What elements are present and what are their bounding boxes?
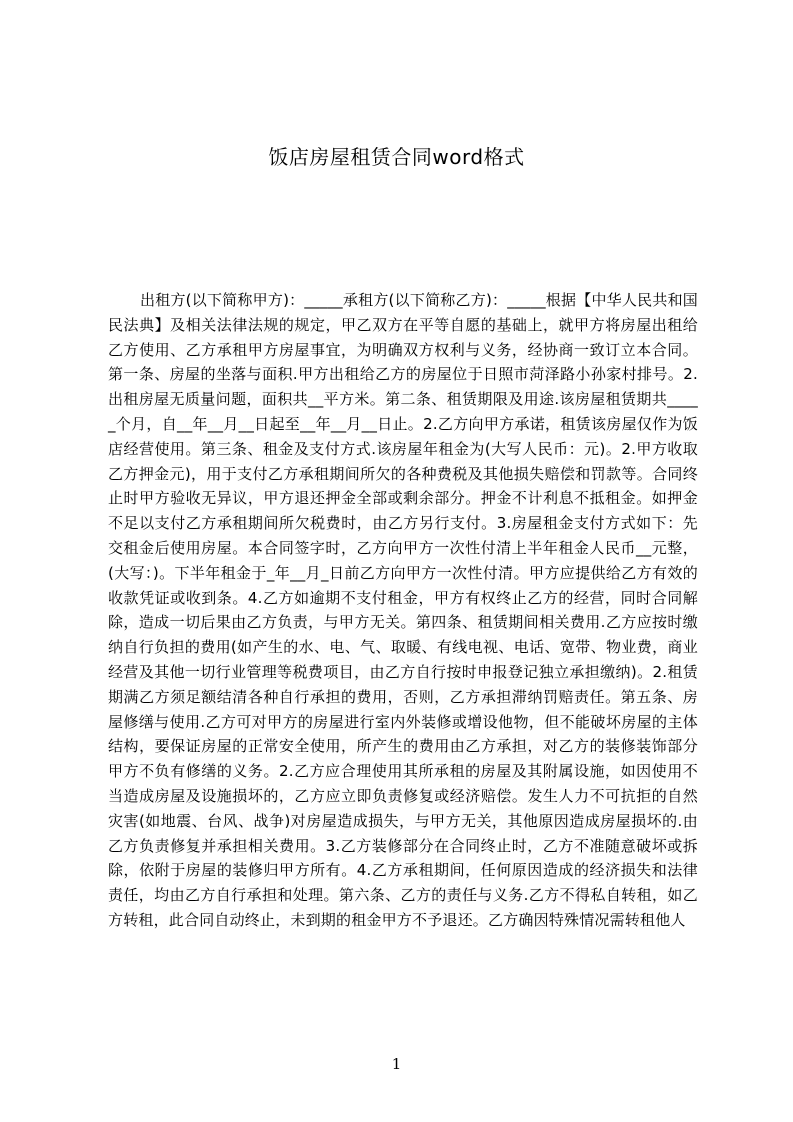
document-title: 饭店房屋租赁合同word格式 (268, 145, 525, 169)
page-number: 1 (391, 1055, 402, 1073)
contract-body-paragraph: 出租方(以下简称甲方)：_____承租方(以下简称乙方)：_____根据【中华人民共和国民法典】及相关法律法规的规定，甲乙双方在平等自愿的基础上，就甲方将房屋出租给乙方使用、乙方承租甲方房屋事宜，为明确双方权利与义务，经协商一致订立本合同。第一条、房屋的坐落与面积.甲方出租给乙方的房屋位于日照市菏泽路小孙家村排号。2.出租房屋无质量问题，面积共__平方米。第二条、租赁期限及用途.该房屋租赁期共_____个月，自__年__月__日起至__年__月__日止。2.乙方向甲方承诺，租赁该房屋仅作为饭店经营使用。第三条、租金及支付方式.该房屋年租金为(大写人民币：元)。2.甲方收取乙方押金元)，用于支付乙方承租期间所欠的各种费税及其他损失赔偿和罚款等。合同终止时甲方验收无异议，甲方退还押金全部或剩余部分。押金不计利息不抵租金。如押金不足以支付乙方承租期间所欠税费时，由乙方另行支付。3.房屋租金支付方式如下：先交租金后使用房屋。本合同签字时，乙方向甲方一次性付清上半年租金人民币__元整，(大写：)。下半年租金于_年__月_日前乙方向甲方一次性付清。甲方应提供给乙方有效的收款凭证或收到条。4.乙方如逾期不支付租金，甲方有权终止乙方的经营，同时合同解除，造成一切后果由乙方负责，与甲方无关。第四条、租赁期间相关费用.乙方应按时缴纳自行负担的费用(如产生的水、电、气、取暖、有线电视、电话、宽带、物业费，商业经营及其他一切行业管理等税费项目，由乙方自行按时申报登记独立承担缴纳)。2.租赁期满乙方须足额结清各种自行承担的费用，否则，乙方承担滞纳罚赔责任。第五条、房屋修缮与使用.乙方可对甲方的房屋进行室内外装修或增设他物，但不能破坏房屋的主体结构，要保证房屋的正常安全使用，所产生的费用由乙方承担，对乙方的装修装饰部分甲方不负有修缮的义务。2.乙方应合理使用其所承租的房屋及其附属设施，如因使用不当造成房屋及设施损坏的，乙方应立即负责修复或经济赔偿。发生人力不可抗拒的自然灾害(如地震、台风、战争)对房屋造成损失，与甲方无关，其他原因造成房屋损坏的.由乙方负责修复并承担相关费用。3.乙方装修部分在合同终止时，乙方不准随意破坏或拆除，依附于房屋的装修归甲方所有。4.乙方承租期间，任何原因造成的经济损失和法律责任，均由乙方自行承担和处理。第六条、乙方的责任与义务.乙方不得私自转租，如乙方转租，此合同自动终止，未到期的租金甲方不予退还。乙方确因特殊情况需转租他人 (108, 291, 698, 929)
